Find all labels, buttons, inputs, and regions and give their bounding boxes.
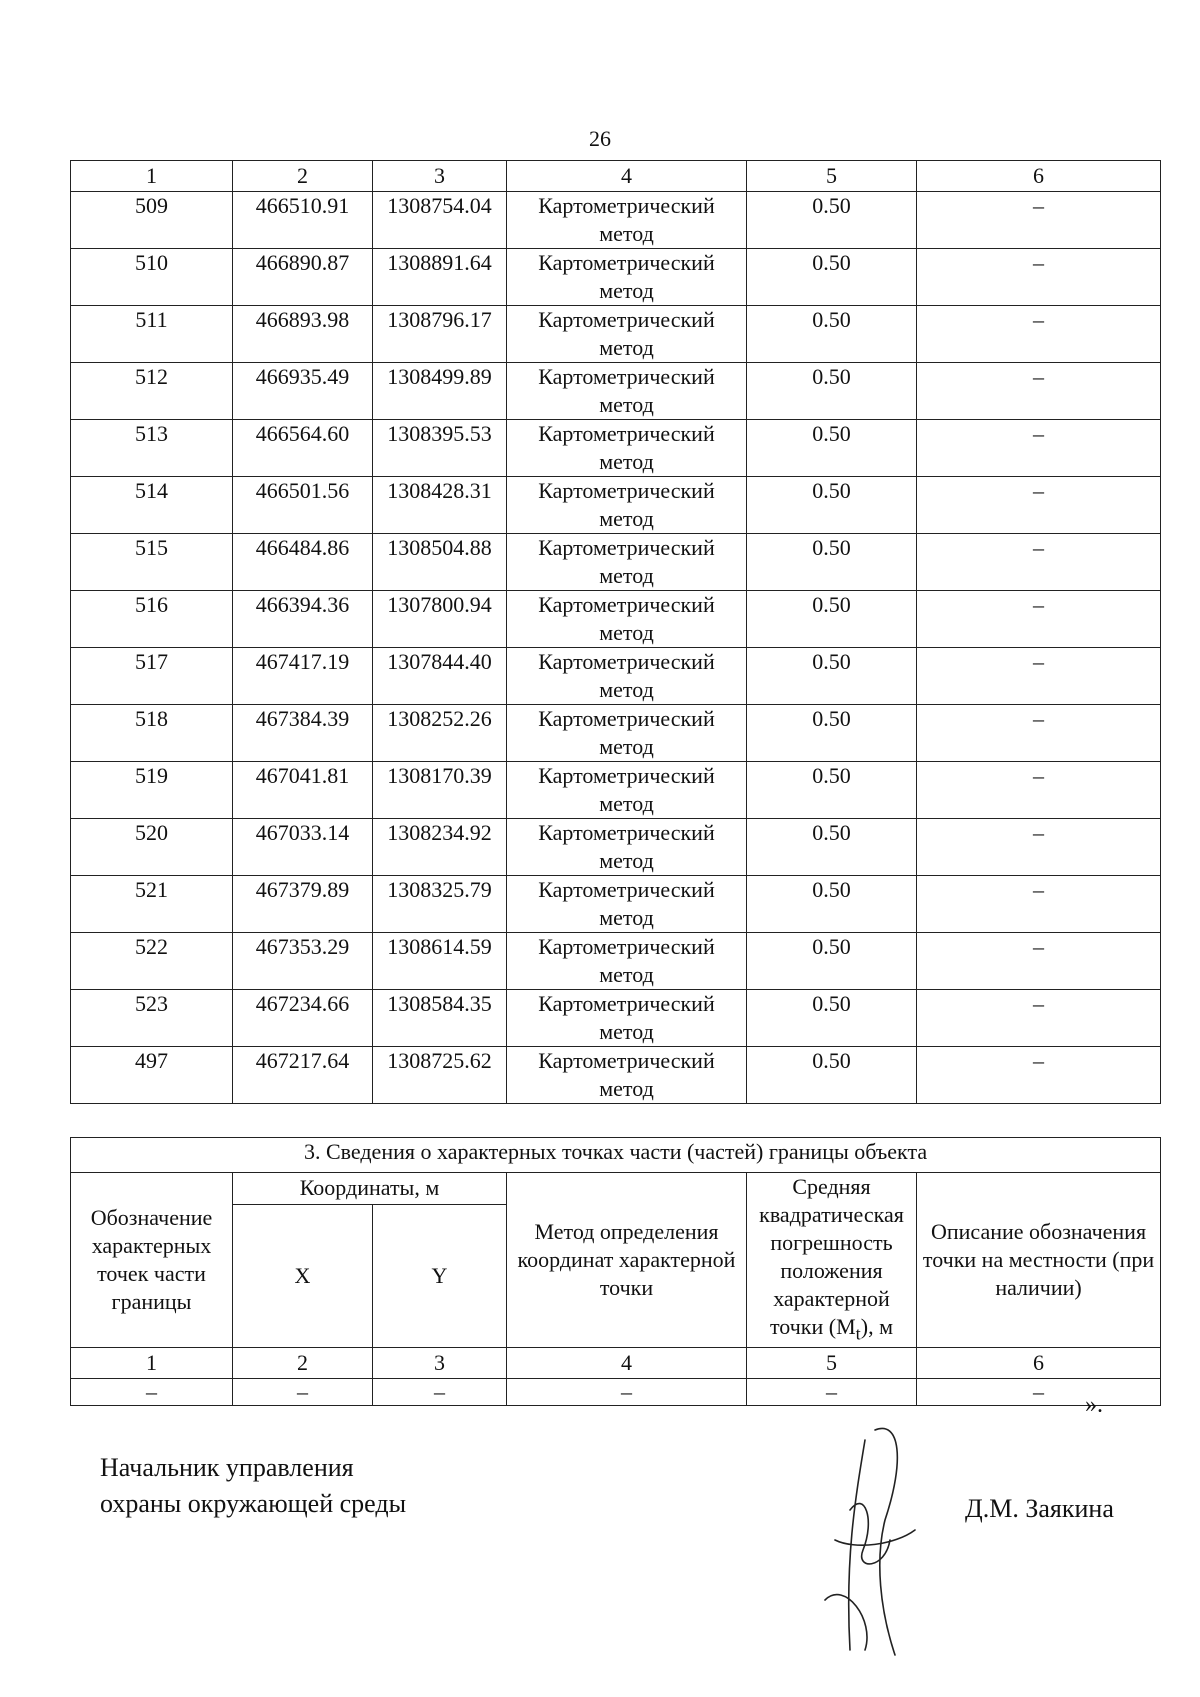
coord-x-cell: 467033.14 [233, 819, 373, 876]
section3-title: 3. Сведения о характерных точках части (частей) границы объекта [71, 1138, 1161, 1173]
coordinates-table-body [71, 161, 1161, 1104]
method-line2: метод [599, 677, 654, 702]
method-line2: метод [599, 1076, 654, 1101]
coord-y-cell: 1308584.35 [373, 990, 507, 1047]
header-error-text [747, 1173, 916, 1347]
table-row [71, 249, 1161, 306]
method-line2: метод [599, 221, 654, 246]
error-value-cell: 0.50 [747, 819, 917, 876]
method-cell [507, 990, 747, 1047]
method-line1: Картометрический [538, 763, 715, 788]
error-value-cell: 0.50 [747, 648, 917, 705]
method-line1: Картометрический [538, 364, 715, 389]
coord-y-cell: 1308428.31 [373, 477, 507, 534]
error-value-cell: 0.50 [747, 534, 917, 591]
description-cell: – [917, 933, 1161, 990]
column-number-row [71, 161, 1161, 192]
method-line1: Картометрический [538, 592, 715, 617]
column-number: 2 [233, 161, 373, 192]
signatory-title [100, 1450, 406, 1522]
method-line2: метод [599, 563, 654, 588]
description-cell: – [917, 363, 1161, 420]
table-row [71, 819, 1161, 876]
description-cell: – [917, 762, 1161, 819]
method-line2: метод [599, 392, 654, 417]
table-row [71, 990, 1161, 1047]
error-value-cell: 0.50 [747, 990, 917, 1047]
method-line1: Картометрический [538, 535, 715, 560]
empty-cell: – [71, 1379, 233, 1406]
column-number: 6 [917, 161, 1161, 192]
point-id-cell: 511 [71, 306, 233, 363]
column-number: 4 [507, 161, 747, 192]
method-line2: метод [599, 1019, 654, 1044]
header-error-tail: ), м [860, 1314, 893, 1339]
coord-y-cell: 1308325.79 [373, 876, 507, 933]
description-cell: – [917, 876, 1161, 933]
method-line2: метод [599, 848, 654, 873]
table-row [71, 363, 1161, 420]
method-cell [507, 762, 747, 819]
header-error-subscript: t [855, 1323, 861, 1344]
description-cell: – [917, 192, 1161, 249]
description-cell: – [917, 705, 1161, 762]
coord-y-cell: 1308754.04 [373, 192, 507, 249]
point-id-cell: 521 [71, 876, 233, 933]
error-value-cell: 0.50 [747, 705, 917, 762]
method-cell [507, 306, 747, 363]
coord-y-cell: 1308891.64 [373, 249, 507, 306]
method-line1: Картометрический [538, 877, 715, 902]
header-x: X [233, 1204, 373, 1348]
point-id-cell: 522 [71, 933, 233, 990]
signatory-title-line1: Начальник управления [100, 1453, 354, 1482]
method-line2: метод [599, 734, 654, 759]
method-line1: Картометрический [538, 991, 715, 1016]
coord-y-cell: 1308252.26 [373, 705, 507, 762]
table-row [71, 933, 1161, 990]
coord-x-cell: 466893.98 [233, 306, 373, 363]
error-value-cell: 0.50 [747, 762, 917, 819]
description-cell: – [917, 420, 1161, 477]
coord-y-cell: 1308504.88 [373, 534, 507, 591]
table-row [71, 534, 1161, 591]
method-line1: Картометрический [538, 250, 715, 275]
method-cell [507, 363, 747, 420]
header-error-main: Средняя квадратическая погрешность положения характерной точки (M [759, 1174, 904, 1339]
coord-x-cell: 467217.64 [233, 1047, 373, 1104]
closing-quote: ». [1085, 1392, 1103, 1418]
method-line2: метод [599, 278, 654, 303]
coord-y-cell: 1308796.17 [373, 306, 507, 363]
method-line2: метод [599, 620, 654, 645]
method-cell [507, 876, 747, 933]
error-value-cell: 0.50 [747, 1047, 917, 1104]
column-number: 5 [747, 1348, 917, 1379]
error-value-cell: 0.50 [747, 933, 917, 990]
method-line2: метод [599, 506, 654, 531]
point-id-cell: 509 [71, 192, 233, 249]
header-designation [71, 1173, 233, 1348]
coord-x-cell: 467417.19 [233, 648, 373, 705]
column-number: 5 [747, 161, 917, 192]
description-cell: – [917, 648, 1161, 705]
empty-cell: – [747, 1379, 917, 1406]
error-value-cell: 0.50 [747, 876, 917, 933]
coord-x-cell: 466890.87 [233, 249, 373, 306]
description-cell: – [917, 990, 1161, 1047]
page-number: 26 [589, 126, 611, 151]
column-number: 2 [233, 1348, 373, 1379]
column-number: 1 [71, 1348, 233, 1379]
coord-x-cell: 467353.29 [233, 933, 373, 990]
error-value-cell: 0.50 [747, 192, 917, 249]
method-cell [507, 705, 747, 762]
header-description-text: Описание обозначения точки на местности (при наличии) [922, 1219, 1155, 1301]
description-cell: – [917, 591, 1161, 648]
coord-x-cell: 466394.36 [233, 591, 373, 648]
column-number: 6 [917, 1348, 1161, 1379]
method-cell [507, 192, 747, 249]
column-number: 4 [507, 1348, 747, 1379]
coord-y-cell: 1307800.94 [373, 591, 507, 648]
section3-title-row [71, 1138, 1161, 1173]
method-line2: метод [599, 905, 654, 930]
coord-y-cell: 1308725.62 [373, 1047, 507, 1104]
table-row [71, 306, 1161, 363]
section3-header-row [71, 1173, 1161, 1205]
section3-empty-row [71, 1379, 1161, 1406]
header-coordinates: Координаты, м [233, 1173, 507, 1205]
empty-cell: – [507, 1379, 747, 1406]
description-cell: – [917, 534, 1161, 591]
error-value-cell: 0.50 [747, 249, 917, 306]
point-id-cell: 497 [71, 1047, 233, 1104]
method-cell [507, 933, 747, 990]
method-cell [507, 1047, 747, 1104]
description-cell: – [917, 1047, 1161, 1104]
method-cell [507, 591, 747, 648]
column-number: 1 [71, 161, 233, 192]
header-method [507, 1173, 747, 1348]
method-line1: Картометрический [538, 649, 715, 674]
coord-x-cell: 466564.60 [233, 420, 373, 477]
column-number: 3 [373, 161, 507, 192]
table-row [71, 876, 1161, 933]
table-row [71, 762, 1161, 819]
error-value-cell: 0.50 [747, 591, 917, 648]
signatory-title-line2: охраны окружающей среды [100, 1489, 407, 1518]
point-id-cell: 514 [71, 477, 233, 534]
method-line1: Картометрический [538, 1048, 715, 1073]
coord-y-cell: 1307844.40 [373, 648, 507, 705]
error-value-cell: 0.50 [747, 420, 917, 477]
description-cell: – [917, 819, 1161, 876]
method-line1: Картометрический [538, 478, 715, 503]
point-id-cell: 517 [71, 648, 233, 705]
method-line2: метод [599, 449, 654, 474]
point-id-cell: 512 [71, 363, 233, 420]
header-method-text: Метод определения координат характерной точки [517, 1219, 736, 1301]
coord-y-cell: 1308170.39 [373, 762, 507, 819]
table-row [71, 192, 1161, 249]
column-number: 3 [373, 1348, 507, 1379]
handwritten-signature [805, 1420, 935, 1660]
coord-x-cell: 466510.91 [233, 192, 373, 249]
section3-column-number-row [71, 1348, 1161, 1379]
section3-table [70, 1137, 1161, 1406]
table-row [71, 591, 1161, 648]
signatory-name: Д.М. Заякина [965, 1494, 1114, 1523]
coord-x-cell: 467234.66 [233, 990, 373, 1047]
empty-cell: – [233, 1379, 373, 1406]
table-row [71, 648, 1161, 705]
coord-y-cell: 1308614.59 [373, 933, 507, 990]
point-id-cell: 519 [71, 762, 233, 819]
method-line2: метод [599, 791, 654, 816]
point-id-cell: 513 [71, 420, 233, 477]
error-value-cell: 0.50 [747, 363, 917, 420]
header-description [917, 1173, 1161, 1348]
coord-y-cell: 1308499.89 [373, 363, 507, 420]
method-line1: Картометрический [538, 421, 715, 446]
method-line1: Картометрический [538, 934, 715, 959]
method-line1: Картометрический [538, 706, 715, 731]
table-row [71, 420, 1161, 477]
method-line1: Картометрический [538, 193, 715, 218]
coordinates-table [70, 160, 1161, 1104]
coord-x-cell: 467379.89 [233, 876, 373, 933]
coord-x-cell: 466501.56 [233, 477, 373, 534]
empty-cell: – [373, 1379, 507, 1406]
header-error [747, 1173, 917, 1348]
description-cell: – [917, 249, 1161, 306]
description-cell: – [917, 477, 1161, 534]
method-cell [507, 477, 747, 534]
coord-x-cell: 467384.39 [233, 705, 373, 762]
method-line1: Картометрический [538, 820, 715, 845]
point-id-cell: 515 [71, 534, 233, 591]
coord-y-cell: 1308234.92 [373, 819, 507, 876]
empty-cell: – [917, 1379, 1161, 1406]
coord-y-cell: 1308395.53 [373, 420, 507, 477]
error-value-cell: 0.50 [747, 477, 917, 534]
table-row [71, 705, 1161, 762]
method-line2: метод [599, 335, 654, 360]
coord-x-cell: 466935.49 [233, 363, 373, 420]
method-line2: метод [599, 962, 654, 987]
point-id-cell: 516 [71, 591, 233, 648]
coord-x-cell: 466484.86 [233, 534, 373, 591]
table-row [71, 477, 1161, 534]
header-designation-text: Обозначение характерных точек части границы [90, 1205, 213, 1315]
method-cell [507, 648, 747, 705]
table-row [71, 1047, 1161, 1104]
method-cell [507, 420, 747, 477]
description-cell: – [917, 306, 1161, 363]
coord-x-cell: 467041.81 [233, 762, 373, 819]
method-line1: Картометрический [538, 307, 715, 332]
header-y: Y [373, 1204, 507, 1348]
error-value-cell: 0.50 [747, 306, 917, 363]
point-id-cell: 510 [71, 249, 233, 306]
point-id-cell: 518 [71, 705, 233, 762]
method-cell [507, 819, 747, 876]
point-id-cell: 520 [71, 819, 233, 876]
method-cell [507, 534, 747, 591]
method-cell [507, 249, 747, 306]
point-id-cell: 523 [71, 990, 233, 1047]
